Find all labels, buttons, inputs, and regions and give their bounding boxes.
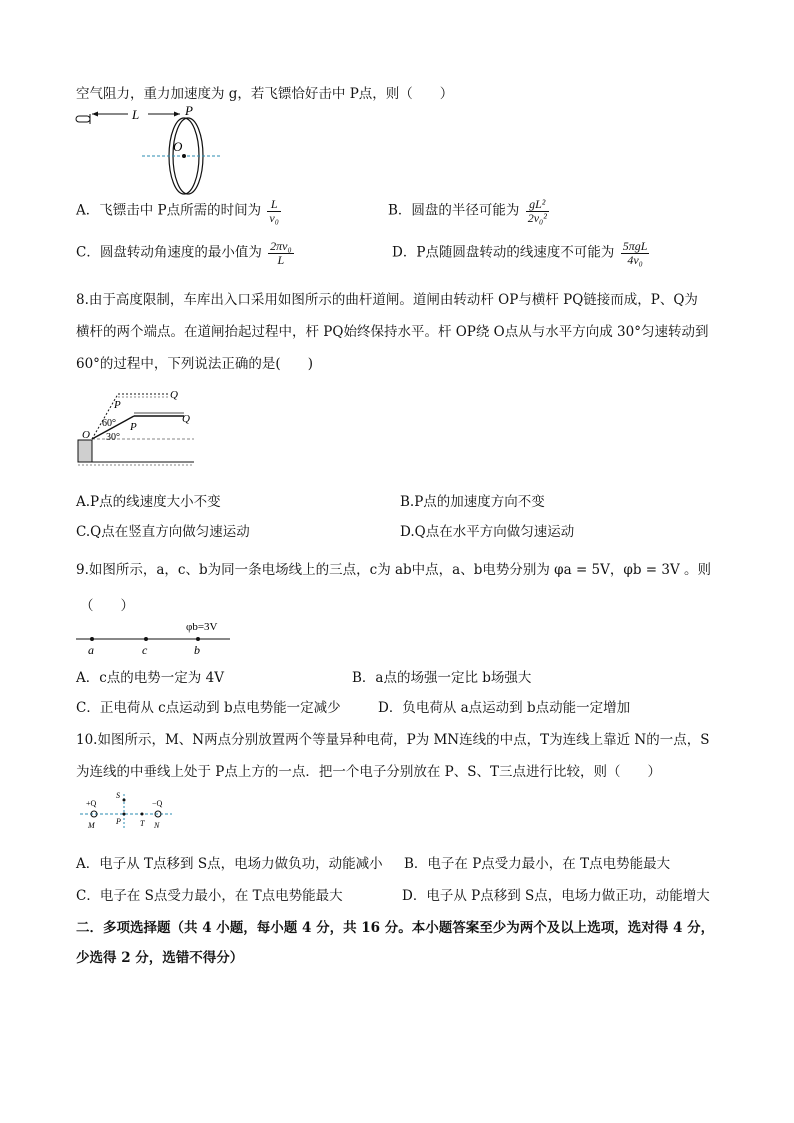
q8-barrier-figure (74, 384, 198, 468)
q10-option-d[interactable]: D．电子从 P点移到 S点，电场力做正功，动能增大 (402, 888, 710, 904)
q9-option-d[interactable]: D．负电荷从 a点运动到 b点动能一定增加 (378, 700, 631, 716)
svg-text:S: S (116, 791, 120, 800)
q8-line-2: 横杆的两个端点。在道闸抬起过程中，杆 PQ始终保持水平。杆 OP绕 O点从与水平方向成 30°匀速转动到 (76, 324, 709, 340)
q8-option-d[interactable]: D.Q点在水平方向做匀速运动 (400, 524, 575, 540)
q7-option-b[interactable]: B．圆盘的半径可能为 $\frac{\text{gL²}}{\text{2v₀²}}$ (388, 197, 547, 225)
section-2-heading-line-1: 二．多项选择题（共 4 小题，每小题 4 分，共 16 分。本小题答案至少为两个及以上选项，选对得 4 分， (76, 920, 715, 936)
svg-text:Q: Q (170, 389, 178, 401)
label-O: O (173, 139, 183, 154)
q10-option-c[interactable]: C．电子在 S点受力最小，在 T点电势能最大 (76, 888, 343, 904)
svg-text:P: P (130, 421, 137, 433)
svg-text:T: T (140, 819, 145, 828)
q8-option-b[interactable]: B.P点的加速度方向不变 (400, 494, 545, 510)
svg-text:M: M (88, 821, 95, 830)
label-P: P (185, 104, 193, 118)
dart-icon (76, 116, 90, 122)
svg-text:Q: Q (182, 413, 190, 425)
label-L: L (132, 107, 140, 122)
q8-option-c[interactable]: C.Q点在竖直方向做匀速运动 (76, 524, 250, 540)
q8-line-1: 8.由于高度限制，车库出入口采用如图所示的曲杆道闸。道闸由转动杆 OP与横杆 PQ链接而成，P、Q为 (76, 292, 698, 308)
svg-text:N: N (154, 821, 160, 830)
section-2-heading-line-2: 少选得 2 分，选错不得分） (76, 950, 244, 966)
q8-line-3: 60°的过程中，下列说法正确的是( ) (76, 356, 313, 372)
q7-intro: 空气阻力，重力加速度为 g，若飞镖恰好击中 P点，则（ ） (76, 86, 454, 102)
q9-option-b[interactable]: B．a点的场强一定比 b场强大 (352, 670, 532, 686)
q7-dart-disc-figure (72, 104, 222, 196)
q10-line-1: 10.如图所示，M、N两点分别放置两个等量异种电荷，P为 MN连线的中点，T为连线上靠近 N的一点，S (76, 732, 710, 748)
q9-option-c[interactable]: C．正电荷从 c点运动到 b点电势能一定减少 (76, 700, 341, 716)
q9-line-2: （ ） (80, 598, 134, 614)
q10-option-a[interactable]: A．电子从 T点移到 S点，电场力做负功，动能减小 (76, 856, 383, 872)
q8-option-a[interactable]: A.P点的线速度大小不变 (76, 494, 221, 510)
svg-text:φb=3V: φb=3V (186, 621, 218, 633)
q10-line-2: 为连线的中垂线上处于 P点上方的一点．把一个电子分别放在 P、S、T三点进行比较，则（ ） (76, 764, 662, 780)
svg-text:30°: 30° (106, 432, 120, 443)
svg-text:P: P (116, 817, 121, 826)
q9-field-line-figure (74, 618, 234, 660)
svg-text:O: O (82, 429, 90, 441)
svg-text:c: c (142, 643, 148, 657)
svg-text:b: b (194, 643, 200, 657)
svg-text:a: a (88, 643, 94, 657)
q7-option-a[interactable]: A．飞镖击中 P点所需的时间为 $\frac{L}{\text{v₀}}$ (76, 197, 279, 225)
svg-text:60°: 60° (102, 418, 116, 429)
q7-option-d[interactable]: D．P点随圆盘转动的线速度不可能为 $\frac{\text{5πgL}}{\text{4v₀}}$ (392, 239, 648, 267)
svg-text:−Q: −Q (152, 799, 163, 808)
q7-option-c[interactable]: C．圆盘转动角速度的最小值为 $\frac{\text{2πv₀}}{L}$ (76, 239, 292, 267)
q10-option-b[interactable]: B．电子在 P点受力最小，在 T点电势能最大 (404, 856, 671, 872)
q10-charges-figure (78, 788, 176, 834)
q9-option-a[interactable]: A．c点的电势一定为 4V (76, 670, 224, 686)
svg-text:P: P (114, 399, 121, 411)
svg-text:+Q: +Q (86, 799, 97, 808)
q9-line-1: 9.如图所示，a，c、b为同一条电场线上的三点，c为 ab中点，a、b电势分别为 φa = 5V，φb = 3V 。则 (76, 562, 712, 578)
